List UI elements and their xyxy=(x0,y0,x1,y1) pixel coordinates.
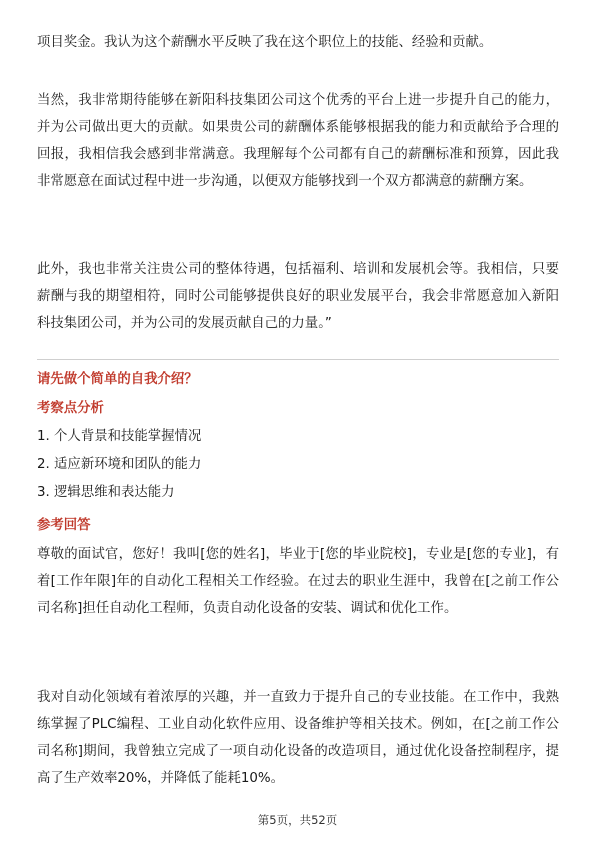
list-item: 3. 逻辑思维和表达能力 xyxy=(37,485,175,500)
analysis-list xyxy=(37,423,201,507)
paragraph-salary-reflection: 项目奖金。我认为这个薪酬水平反映了我在这个职位上的技能、经验和贡献。 xyxy=(37,35,493,50)
paragraph-self-intro: 尊敬的面试官，您好！我叫[您的姓名]，毕业于[您的毕业院校]，专业是[您的专业]，有着[工作年限]年的自动化工程相关工作经验。在过去的职业生涯中，我曾在[之前工作公司名称]担任自动化工程师，负责自动化设备的安装、调试和优化工作。 xyxy=(37,547,559,616)
paragraph-growth-expectation: 当然，我非常期待能够在新阳科技集团公司这个优秀的平台上进一步提升自己的能力，并为公司做出更大的贡献。如果贵公司的薪酬体系能够根据我的能力和贡献给予合理的回报，我相信我会感到非常满意。我理解每个公司都有自己的薪酬标准和预算，因此我非常愿意在面试过程中进一步沟通，以便双方能够找到一个双方都满意的薪酬方案。 xyxy=(37,93,559,189)
paragraph-benefits: 此外，我也非常关注贵公司的整体待遇，包括福利、培训和发展机会等。我相信，只要薪酬与我的期望相符，同时公司能够提供良好的职业发展平台，我会非常愿意加入新阳科技集团公司，并为公司的发展贡献自己的力量。” xyxy=(37,262,559,331)
paragraph-skills: 我对自动化领域有着浓厚的兴趣，并一直致力于提升自己的专业技能。在工作中，我熟练掌握了PLC编程、工业自动化软件应用、设备维护等相关技术。例如，在[之前工作公司名称]期间，我曾独立完成了一项自动化设备的改造项目，通过优化设备控制程序，提高了生产效率20%，并降低了能耗10%。 xyxy=(37,690,559,786)
question-heading: 请先做个简单的自我介绍？ xyxy=(37,372,198,387)
section-divider xyxy=(37,359,559,360)
list-item: 2. 适应新环境和团队的能力 xyxy=(37,457,202,472)
answer-heading: 参考回答 xyxy=(37,518,91,533)
analysis-heading: 考察点分析 xyxy=(37,401,104,416)
page-footer: 第5页，共52页 xyxy=(257,813,338,827)
list-item: 1. 个人背景和技能掌握情况 xyxy=(37,429,202,444)
